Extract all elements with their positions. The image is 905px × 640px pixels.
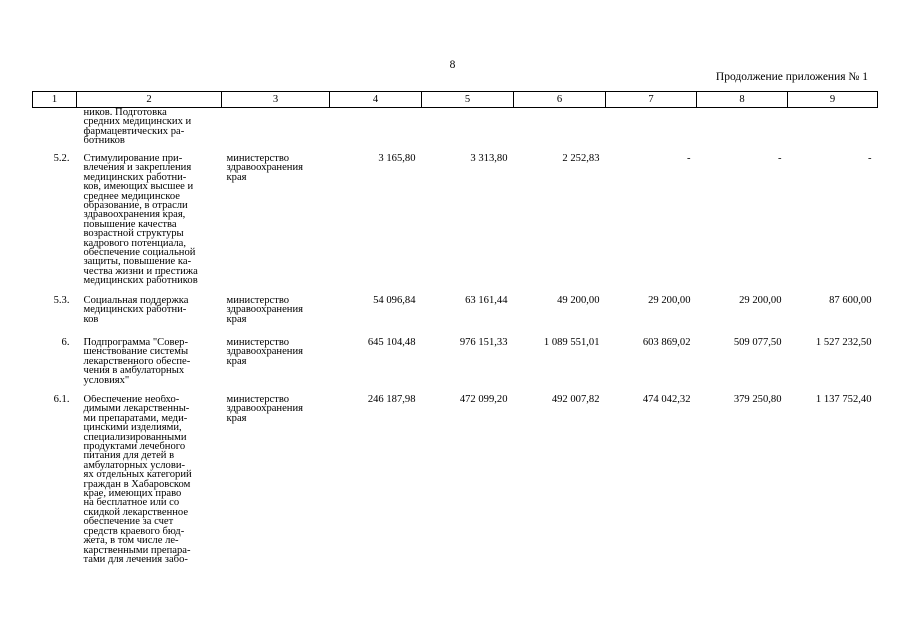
column-header-3: 3 [222, 92, 330, 108]
cell-col8: 29 200,00 [739, 296, 782, 306]
row-name [77, 395, 222, 600]
cell-col4 [330, 108, 422, 155]
column-header-4: 4 [330, 92, 422, 108]
row-executor [222, 296, 330, 338]
cell-col8: - [777, 154, 782, 164]
cell-col7: - [686, 154, 691, 164]
row-executor-text: министерство здравоохранения края [226, 154, 304, 183]
row-name [77, 108, 222, 155]
row-number: 5.3. [53, 296, 70, 306]
cell-col6: 492 007,82 [551, 395, 600, 405]
cell-col5: 63 161,44 [465, 296, 508, 306]
row-number: 6.1. [53, 395, 70, 405]
table-body [33, 108, 878, 601]
program-table [32, 91, 878, 600]
cell-col9: - [867, 154, 872, 164]
column-header-5: 5 [422, 92, 514, 108]
cell-col5: 976 151,33 [459, 338, 508, 348]
row-name-text: Стимулирование при- влечения и закрепления медицинских работни- ков, имеющих высшее и среднее медицинское образование, в отрасли здравоохранения края, повышение качества возрастной структуры кадрового потенциала, обеспечение социальной защиты, повышение ка- чества жизни и престижа медицинских работников [83, 154, 198, 287]
row-name-text: Подпрограмма "Совер- шенствование системы лекарственного обеспе- чения в амбулаторных условиях" [83, 338, 191, 386]
header-row [33, 92, 878, 108]
table-header [33, 92, 878, 108]
cell-col8: 509 077,50 [733, 338, 782, 348]
cell-col9: 1 527 232,50 [815, 338, 872, 348]
table-row [33, 108, 878, 155]
row-executor-text: министерство здравоохранения края [226, 395, 304, 424]
table-row [33, 395, 878, 600]
column-header-9: 9 [788, 92, 878, 108]
row-name-text: Обеспечение необхо- димыми лекарственны- ми препаратами, меди- цинскими изделиями, специализированными продуктами лечебного питания для детей в амбулаторных услови- ях отдельных категорий граждан в Хабаровском крае, имеющих право на бесплатное или со скидкой лекарственное обеспечение за счет средств краевого бюд- жета, в том числе ле- карственными препара- тами для лечения забо- [83, 395, 192, 565]
cell-col5 [422, 108, 514, 155]
cell-col8 [697, 108, 788, 155]
cell-col7: 474 042,32 [642, 395, 691, 405]
row-executor-text: министерство здравоохранения края [226, 296, 304, 325]
column-header-7: 7 [606, 92, 697, 108]
row-executor [222, 154, 330, 296]
column-header-2: 2 [77, 92, 222, 108]
row-number: 6. [61, 338, 70, 348]
cell-col6 [514, 108, 606, 155]
cell-col7 [606, 108, 697, 155]
table-row [33, 338, 878, 395]
row-number: 5.2. [53, 154, 70, 164]
cell-col6: 1 089 551,01 [543, 338, 600, 348]
row-number [33, 108, 77, 155]
cell-col6: 2 252,83 [562, 154, 600, 164]
cell-col5: 472 099,20 [459, 395, 508, 405]
cell-col4: 3 165,80 [378, 154, 416, 164]
column-header-8: 8 [697, 92, 788, 108]
cell-col9 [788, 108, 878, 155]
row-executor [222, 338, 330, 395]
cell-col8: 379 250,80 [733, 395, 782, 405]
row-executor [222, 108, 330, 155]
row-executor [222, 395, 330, 600]
table-row [33, 154, 878, 296]
column-header-1: 1 [33, 92, 77, 108]
cell-col9: 87 600,00 [829, 296, 872, 306]
table-row [33, 296, 878, 338]
cell-col7: 603 869,02 [642, 338, 691, 348]
cell-col5: 3 313,80 [470, 154, 508, 164]
row-name [77, 338, 222, 395]
page-number: 8 [449, 59, 456, 71]
row-executor-text: министерство здравоохранения края [226, 338, 304, 367]
row-name-text: Социальная поддержка медицинских работни- ков [83, 296, 189, 325]
cell-col4: 246 187,98 [367, 395, 416, 405]
column-header-6: 6 [514, 92, 606, 108]
continuation-caption: Продолжение приложения № 1 [715, 71, 868, 83]
row-name [77, 154, 222, 296]
cell-col6: 49 200,00 [557, 296, 600, 306]
row-name [77, 296, 222, 338]
cell-col4: 54 096,84 [373, 296, 416, 306]
cell-col7: 29 200,00 [648, 296, 691, 306]
row-name-text: ников. Подготовка средних медицинских и фармацевтических ра- ботников [83, 107, 192, 147]
cell-col4: 645 104,48 [367, 338, 416, 348]
cell-col9: 1 137 752,40 [815, 395, 872, 405]
